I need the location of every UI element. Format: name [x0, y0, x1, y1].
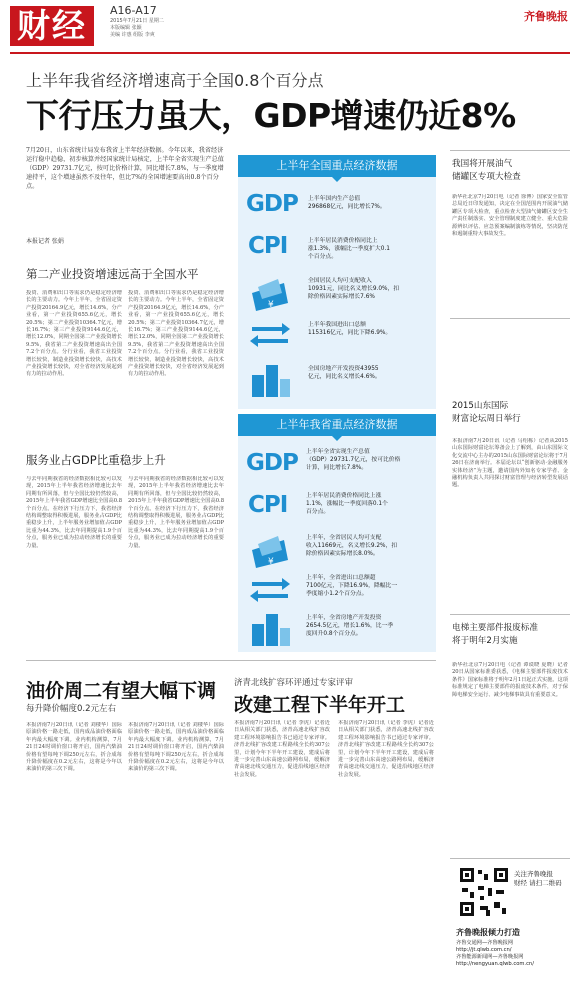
- stat-line: 115316亿元，同比下降6.9%。: [308, 330, 392, 336]
- stat-line: 上半年居民消费价格同比上: [308, 238, 378, 244]
- sidebar-story-body: 本报济南7月20日讯（记者 马绍栋）记者从2015山东国际财富论坛筹备会上了解到，由山东国际文化交流中心主办的2015山东国际财富论坛将于7月26日在济南举行。本届论坛以“创新驱动·金融服务实体经济”为主题，邀请国内外知名专家学者、金融机构负责人共同探讨财富管理与经济转型发展话题。: [452, 438, 568, 489]
- sidebar-story-body: 新华社北京7月20日电（记者 谭谟晓 夏晓）记者20日从国家标准委获悉，《电梯主要部件报废技术条件》国家标准将于明年2月1日起正式实施。这项标准规定了电梯主要部件的报废技术条件，对于保障电梯安全运行、减少电梯事故具有重要意义。: [452, 662, 568, 698]
- stat-line: 计算，同比增长7.8%。: [306, 465, 368, 471]
- site-line: 齐鲁能源新闻网—齐鲁晚报网: [456, 954, 524, 960]
- footer-slogan: 齐鲁晚报倾力打造: [456, 928, 520, 937]
- headline-kicker: 上半年我省经济增速高于全国0.8个百分点: [26, 71, 324, 90]
- stat-line: 10931元，同比名义增长9.0%，扣: [308, 286, 400, 292]
- sidebar-divider: [450, 614, 570, 615]
- stat-line: 全国房地产开发投资43955: [308, 366, 379, 372]
- stat-line: 上半年国内生产总值: [308, 196, 361, 202]
- title-line: 储罐区专项大检查: [452, 172, 521, 182]
- infographic-national: [238, 155, 436, 409]
- stat-line: 2654.5亿元，增长1.6%，比一季: [306, 623, 394, 629]
- caption-line: 关注齐鲁晚报: [514, 870, 553, 878]
- section-heading: 服务业占GDP比重稳步上升: [26, 453, 166, 467]
- section-body-col-2: 与去年同期我省的经济数据相比较可以发现，2015年上半年我省经济增速比去年同期有所回落，但与全国比较仍然较高，2015年上半年我省GDP增速比全国高0.8个百分点。在经济下行压力下，我省经济结构调整取得积极进展，服务业占GDP比重稳步上升，上半年服务业增加值占GDP比重为44.3%，比去年同期提高1.9个百分点，服务业已成为拉动经济增长的重要力量。: [128, 476, 224, 549]
- building-icon: [248, 359, 292, 399]
- title-line: 电梯主要部件报废标准: [452, 623, 538, 633]
- cpi-icon: CPI: [248, 492, 288, 518]
- stat-line: 季度缩小1.2个百分点。: [306, 591, 368, 597]
- stat-line: 除价格因素实际增长8.0%。: [306, 551, 379, 557]
- stat-line: 296868亿元，同比增长7%。: [308, 204, 386, 210]
- story-body-col-1: 本报济南7月20日讯（记者 李虎）记者近日从相关部门获悉，济青高速北线扩容改建工程环境影响报告书已通过专家评审。济青北线扩容改建工程路线全长约307公里，计划今年下半年开工建设，建成后将进一步完善山东高速公路网布局，缓解济青高速北线交通压力，促进沿线地区经济社会发展。: [234, 720, 330, 778]
- wallet-icon: [248, 273, 292, 313]
- stat-item: [308, 237, 432, 261]
- page-number: A16-A17: [110, 4, 157, 17]
- meta-line: 美编 许惠 组版 李爽: [110, 32, 155, 38]
- site-line[interactable]: http://jt.qlwb.com.cn/: [456, 947, 512, 953]
- infographic-title: 上半年我省重点经济数据: [238, 414, 436, 436]
- qr-code-icon[interactable]: [458, 866, 510, 918]
- sidebar-story-title: [452, 622, 538, 648]
- stat-line: 上半年，全省进出口总额超: [306, 575, 376, 581]
- trade-arrows-icon: [248, 576, 292, 604]
- wallet-icon: [248, 530, 292, 570]
- section-body-col-1: 投资、消费和出口等需求仍是稳定经济增长的主要动力。今年上半年，全省固定资产投资20164.9亿元，增长14.6%，分产业看，第一产业投资655.6亿元，增长20.5%；第二产业投资10364.7亿元，增长16.7%；第三产业投资9144.6亿元，增长12.0%，同期全国第二产业投资增长9.5%，我省第二产业投资增速高出全国7.2个百分点。分行业看，我省工业投资增长较快，制造业投资增长较快，高技术产业投资增长较快，对全省经济发展起到有力的拉动作用。: [26, 290, 122, 378]
- stat-line: 个百分点。: [308, 254, 337, 260]
- story-title: 改建工程下半年开工: [234, 694, 406, 716]
- section-heading: 第二产业投资增速远高于全国水平: [26, 267, 199, 281]
- brand-name: 齐鲁晚报: [524, 10, 568, 23]
- meta-line: 本版编辑 张颖: [110, 25, 142, 31]
- qr-caption: [514, 870, 568, 888]
- svg-text:¥: ¥: [268, 300, 274, 310]
- infographic-title: 上半年全国重点经济数据: [238, 155, 436, 177]
- masthead-logo: 财经: [10, 6, 94, 46]
- stat-line: 上半年居民消费价格同比上涨: [306, 493, 382, 499]
- sidebar-story-title: [452, 400, 521, 426]
- stat-line: 除价格因素实际增长7.6%: [308, 294, 375, 300]
- cpi-icon: CPI: [248, 233, 288, 259]
- story-body-col-2: 本报济南7月20日讯（记者 李虎）记者近日从相关部门获悉，济青高速北线扩容改建工程环境影响报告书已通过专家评审。济青北线扩容改建工程路线全长约307公里，计划今年下半年开工建设，建成后将进一步完善山东高速公路网布局，缓解济青高速北线交通压力，促进沿线地区经济社会发展。: [338, 720, 434, 778]
- gdp-icon: GDP: [246, 191, 298, 217]
- stat-line: 全国居民人均可支配收入: [308, 278, 372, 284]
- caption-line: 财经 请扫二维码: [514, 879, 562, 887]
- sidebar-story-body: 新华社北京7月20日电（记者 徐博）国家安全监管总局近日印发通知，决定在全国范围内开展油气储罐区专项大检查，重点检查大型油气储罐区安全生产责任制落实、安全管理制度建立健全、重大危险源辨识评估、应急预案编制演练等情况，坚决防范和遏制重特大事故发生。: [452, 194, 568, 238]
- section-body-col-1: 与去年同期我省的经济数据相比较可以发现，2015年上半年我省经济增速比去年同期有所回落，但与全国比较仍然较高，2015年上半年我省GDP增速比全国高0.8个百分点。在经济下行压力下，我省经济结构调整取得积极进展，服务业占GDP比重稳步上升，上半年服务业增加值占GDP比重为44.3%，比去年同期提高1.9个百分点，服务业已成为拉动经济增长的重要力量。: [26, 476, 122, 549]
- meta-line: 2015年7月21日 星期二: [110, 18, 164, 24]
- headline-title: 下行压力虽大，GDP增速仍近8%: [26, 96, 516, 135]
- stat-item: [308, 321, 432, 337]
- title-line: 将于明年2月实施: [452, 636, 518, 646]
- stat-line: 度回升0.8个百分点。: [306, 631, 362, 637]
- stat-line: 1.1%，涨幅比一季度回落0.1个: [306, 501, 388, 507]
- stat-line: （GDP）29731.7亿元，按可比价格: [306, 457, 401, 463]
- site-line[interactable]: http://nengyuan.qlwb.com.cn/: [456, 961, 534, 967]
- trade-arrows-icon: [248, 321, 292, 349]
- masthead-meta: [110, 18, 164, 39]
- stat-line: 7100亿元，下降16.9%，降幅比一: [306, 583, 398, 589]
- lead-paragraph: 7月20日，山东省统计局发布我省上半年经济数据。今年以来，我省经济运行稳中趋稳，初步核算并经国家统计局核定，上半年全省实现生产总值（GDP）29731.7亿元，按可比价格计算，同比增长7.8%，与一季度增速持平，这个增速虽然不及往年，但比7%的全国增速要高出0.8个百分点。: [26, 147, 224, 190]
- title-line: 我国将开展油气: [452, 159, 513, 169]
- stat-item: [306, 574, 434, 598]
- sidebar-divider: [450, 150, 570, 151]
- stat-line: 百分点。: [306, 509, 330, 515]
- site-line: 齐鲁交通网—齐鲁晚报网: [456, 940, 514, 946]
- sidebar-divider: [450, 858, 570, 859]
- footer-sites: [456, 940, 534, 968]
- svg-text:¥: ¥: [268, 557, 274, 567]
- lead-byline: 本报记者 张娟: [26, 238, 64, 245]
- stat-item: [308, 365, 432, 381]
- stat-line: 涨1.3%，涨幅比一季度扩大0.1: [308, 246, 390, 252]
- title-line: 2015山东国际: [452, 401, 509, 411]
- stat-item: [306, 448, 434, 472]
- stat-item: [308, 195, 432, 211]
- title-line: 财富论坛周日举行: [452, 414, 521, 424]
- gdp-icon: GDP: [246, 450, 298, 476]
- sidebar-story-title: [452, 158, 521, 184]
- stat-item: [306, 534, 434, 558]
- stat-item: [306, 614, 434, 638]
- stat-item: [306, 492, 434, 516]
- infographic-province: [238, 414, 436, 652]
- masthead-divider: [10, 52, 570, 54]
- stat-line: 上半年全省实现生产总值: [306, 449, 370, 455]
- story-title: 油价周二有望大幅下调: [26, 680, 217, 702]
- section-body-col-2: 投资、消费和出口等需求仍是稳定经济增长的主要动力。今年上半年，全省固定资产投资20164.9亿元，增长14.6%，分产业看，第一产业投资655.6亿元，增长20.5%；第二产业投资10364.7亿元，增长16.7%；第三产业投资9144.6亿元，增长12.0%，同期全国第二产业投资增长9.5%，我省第二产业投资增速高出全国7.2个百分点。分行业看，我省工业投资增长较快，制造业投资增长较快，高技术产业投资增长较快，对全省经济发展起到有力的拉动作用。: [128, 290, 224, 378]
- sidebar-divider: [450, 318, 570, 319]
- story-body-col-1: 本报济南7月20日讯（记者 刘楼华）国际原油价格一路走低，国内成品油价格面临年内最大幅度下调。业内机构测算，7月21日24时调价窗口将开启，国内汽柴油价格有望每吨下调250元左右，折合成每升降价幅度在0.2元左右，这将是今年以来油价的第三次下调。: [26, 722, 122, 773]
- story-subtitle: 每升降价幅度0.2元左右: [26, 704, 117, 714]
- section-divider: [26, 660, 436, 661]
- stat-line: 上半年，全省居民人均可支配: [306, 535, 382, 541]
- building-icon: [248, 610, 292, 648]
- stat-line: 上半年，全省房地产开发投资: [306, 615, 382, 621]
- stat-line: 上半年我国进出口总额: [308, 322, 366, 328]
- story-kicker: 济青北线扩容环评通过专家评审: [234, 678, 354, 688]
- stat-line: 收入11669元，名义增长9.2%，扣: [306, 543, 398, 549]
- stat-line: 亿元，同比名义增长4.6%。: [308, 374, 381, 380]
- story-body-col-2: 本报济南7月20日讯（记者 刘楼华）国际原油价格一路走低，国内成品油价格面临年内最大幅度下调。业内机构测算，7月21日24时调价窗口将开启，国内汽柴油价格有望每吨下调250元左右，折合成每升降价幅度在0.2元左右，这将是今年以来油价的第三次下调。: [128, 722, 224, 773]
- stat-item: [308, 277, 432, 301]
